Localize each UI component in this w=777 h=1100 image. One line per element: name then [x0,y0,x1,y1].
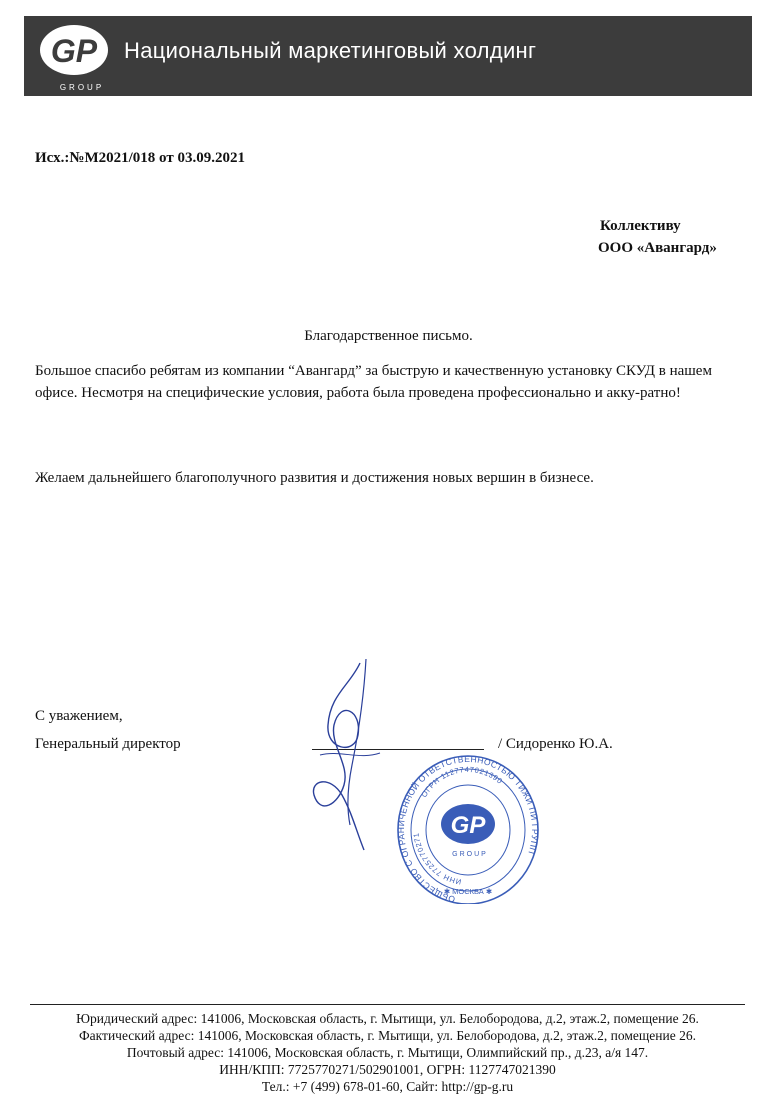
holding-title: Национальный маркетинговый холдинг [124,38,537,63]
company-seal [396,752,540,904]
seal-logo-letters: GP [450,812,486,839]
letter-wishes: Желаем дальнейшего благополучного развития и достижения новых вершин в бизнесе. [35,470,594,486]
footer-tax-ids: ИНН/КПП: 7725770271/502901001, ОГРН: 1127747021390 [219,1062,556,1077]
footer-actual-address: Фактический адрес: 141006, Московская область, г. Мытищи, ул. Белобородова, д.2, этаж.2, помещение 26. [79,1028,696,1043]
letter-body: Большое спасибо ребятам из компании “Авангард” за быструю и качественную установку СКУД в нашем офисе. Несмотря на специфические условия, работа была проведена профессионально и акку-ратно! [35,363,712,401]
gp-group-logo [34,20,120,94]
seal-logo-subtitle: GROUP [452,851,488,858]
handwritten-signature [300,655,390,855]
footer-requisites [30,1010,745,1095]
footer-contacts: Тел.: +7 (499) 678-01-60, Сайт: http://gp-g.ru [261,1079,514,1094]
footer-legal-address: Юридический адрес: 141006, Московская область, г. Мытищи, ул. Белобородова, д.2, этаж.2, помещение 26. [76,1011,699,1026]
footer-divider [30,1004,745,1005]
addressee-line-2: ООО «Авангард» [598,240,717,256]
addressee-line-1: Коллективу [600,218,681,234]
logo-letters: GP [50,33,98,69]
seal-ogrn-text: ОГРН 1127747021390 [419,764,505,799]
logo-subtitle: GROUP [59,83,105,92]
letterhead-banner [24,16,752,96]
footer-postal-address: Почтовый адрес: 141006, Московская область, г. Мытищи, Олимпийский пр., д.23, а/я 147. [126,1045,649,1060]
signer-name: / Сидоренко Ю.А. [498,736,613,752]
seal-inn-text: ИНН 7725770271 [411,831,462,887]
seal-outer-text: ОБЩЕСТВО С ОГРАНИЧЕННОЙ ОТВЕТСТВЕННОСТЬЮ ТИЖИ ПИ ГРУПП [396,753,540,904]
letter-title: Благодарственное письмо. [304,328,473,344]
seal-city: ✱ МОСКВА ✱ [443,887,493,896]
signer-position: Генеральный директор [35,736,181,752]
outgoing-reference: Исх.:№М2021/018 от 03.09.2021 [35,150,245,166]
closing-phrase: С уважением, [35,708,123,724]
